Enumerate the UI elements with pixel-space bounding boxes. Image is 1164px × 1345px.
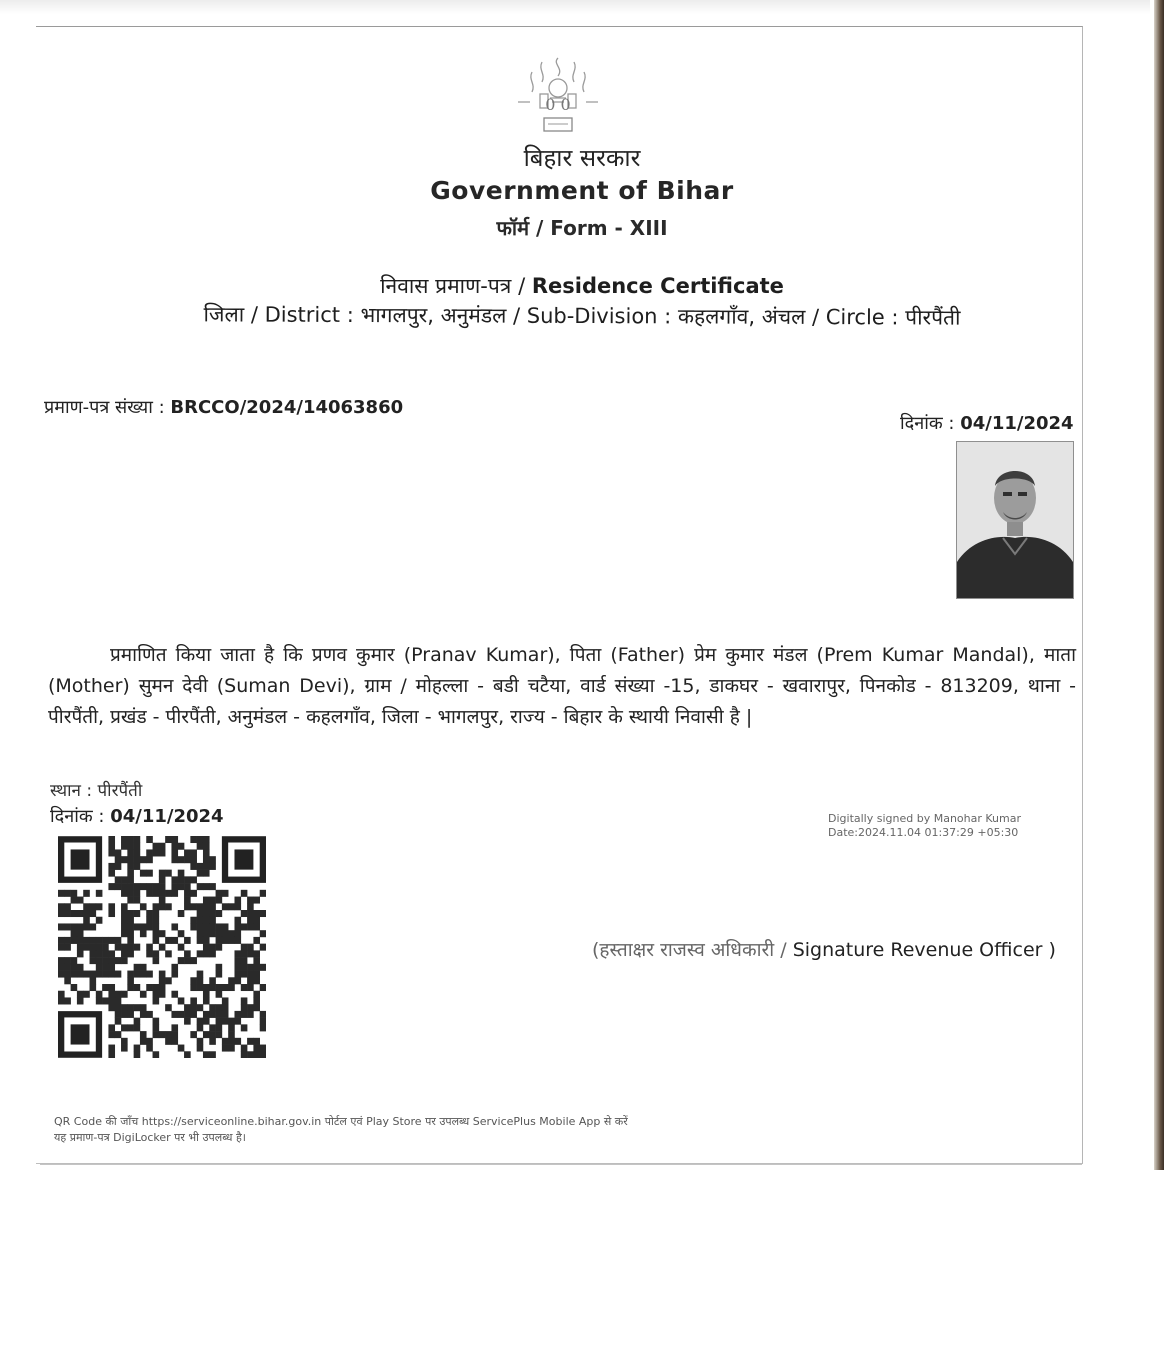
svg-text:0 0: 0 0 — [545, 95, 571, 114]
issue-place-value: पीरपैंती — [97, 781, 143, 801]
certificate-date-label: दिनांक : — [900, 413, 955, 434]
certificate-number-value: BRCCO/2024/14063860 — [170, 397, 404, 418]
digital-signature-line2: Date:2024.11.04 01:37:29 +05:30 — [828, 826, 1019, 839]
footer-line1: QR Code की जाँच https://serviceonline.bihar.gov.in पोर्टल एवं Play Store पर उपलब्ध ServicePlus Mobile App से करें — [54, 1115, 628, 1128]
issue-place-label: स्थान : — [50, 781, 93, 801]
signature-label-hindi: (हस्ताक्षर राजस्व अधिकारी / — [592, 939, 787, 961]
photo-portrait-icon — [957, 442, 1073, 598]
issue-date — [50, 804, 224, 828]
certificate-number-label: प्रमाण-पत्र संख्या : — [44, 397, 165, 418]
title-english: Government of Bihar — [430, 176, 734, 205]
revenue-officer-signature — [592, 936, 1056, 962]
certificate-title-hindi: निवास प्रमाण-पत्र / — [380, 274, 526, 298]
certificate-title-english: Residence Certificate — [531, 274, 784, 298]
scan-top-shade — [0, 0, 1150, 14]
certificate-number — [44, 395, 403, 419]
digital-signature-stamp — [828, 812, 1021, 840]
form-label: फॉर्म / Form - XIII — [496, 216, 668, 240]
certificate-date — [900, 411, 1074, 435]
issue-place — [50, 778, 142, 801]
title-hindi: बिहार सरकार — [523, 144, 641, 172]
verification-footer — [54, 1114, 628, 1146]
district-line: जिला / District : भागलपुर, अनुमंडल / Sub-Division : कहलगाँव, अंचल / Circle : पीरपैंती — [203, 302, 961, 330]
certificate-body-text: प्रमाणित किया जाता है कि प्रणव कुमार (Pranav Kumar), पिता (Father) प्रेम कुमार मंडल (Prem Kumar Mandal), माता (Mother) सुमन देवी (Suman Devi), ग्राम / मोहल्ला - बडी चटैया, वार्ड संख्या -15, डाकघर - खवारापुर, पिनकोड - 813209, थाना - पीरपैंती, प्रखंड - पीरपैंती, अनुमंडल - कहलगाँव, जिला - भागलपुर, राज्य - बिहार के स्थायी निवासी है | — [48, 644, 1076, 728]
signature-label-english: Signature Revenue Officer ) — [792, 939, 1056, 961]
issue-date-value: 04/11/2024 — [110, 806, 224, 827]
certificate-body — [48, 640, 1076, 733]
bihar-emblem-icon — [512, 52, 604, 142]
certificate-title — [0, 272, 1164, 300]
bottom-rule — [40, 1164, 1082, 1165]
footer-line2: यह प्रमाण-पत्र DigiLocker पर भी उपलब्ध है। — [54, 1131, 246, 1144]
certificate-date-value: 04/11/2024 — [960, 413, 1074, 434]
digital-signature-line1: Digitally signed by Manohar Kumar — [828, 812, 1021, 825]
qr-code-icon[interactable] — [58, 836, 266, 1058]
issue-date-label: दिनांक : — [50, 806, 105, 827]
applicant-photo — [956, 441, 1074, 599]
